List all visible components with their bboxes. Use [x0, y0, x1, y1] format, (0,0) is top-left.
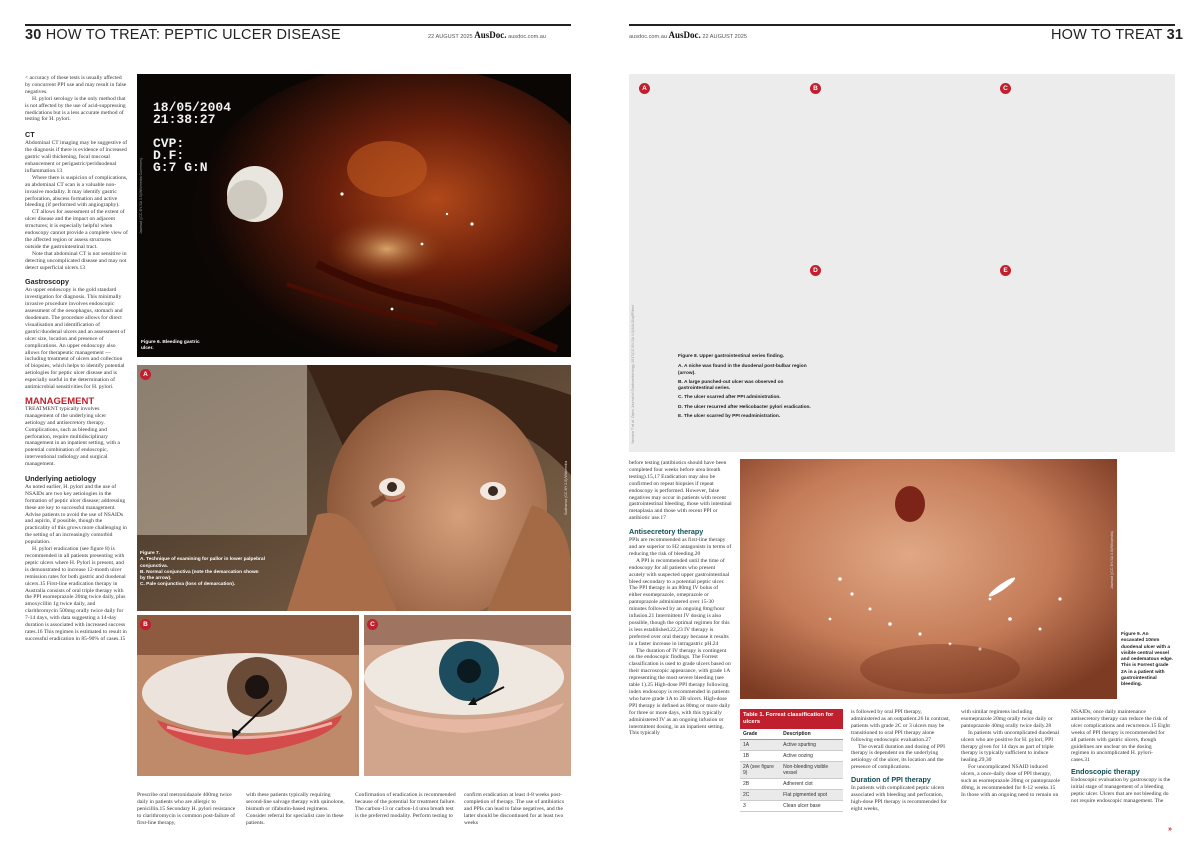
table-cell: Non-bleeding visible vessel: [780, 762, 843, 779]
paragraph: A PPI is recommended until the time of endoscopy for all patients who present acutely with suspected upper gastrointestinal bleed secondary to a potential peptic ulcer. The PPI therapy is an 80mg IV bolus of either esomeprazole, omeprazole or pantoprazole administered over 15-30 minutes followed by an ongoing 8mg/hour infusion.21 Intermittent IV dosing is also possible, though the optimal regimen for this is less established.22,23 IV therapy is preferred over oral therapy because it results in a faster increase in intragastric pH.24: [629, 557, 730, 647]
management-heading: MANAGEMENT: [25, 395, 95, 407]
figure-8-caption-item: D. The ulcer recurred after Helicobacter pylori eradication.: [678, 404, 811, 410]
paragraph: CT allows for assessment of the extent of ulcer disease and the impact on adjacent structures; it is especially helpful when endoscopy cannot provide a complete view of the affected region or assess structures outside the gastrointestinal tract.: [25, 209, 128, 250]
figure-8-caption-item: A. A niche was found in the duodenal post-bulbar region (arrow).: [678, 364, 807, 376]
paragraph: An upper endoscopy is the gold standard investigation for diagnosis. This minimally invasive procedure involves endoscopic assessment of the oesophagus, stomach and duodenum. The procedure allows for direct visualisation and identification of gastric/duodenal ulcers and an assessment of ulcer size, location and presence of complications. An upper endoscopy also allows for therapeutic management — including treatment of ulcers and collection of biopsies, which helps to identify potential aetiologies for peptic ulcer disease and is especially useful in the determination of antimicrobial sensitivities for H. pylori.: [25, 287, 126, 391]
right-brand: AusDoc.: [668, 30, 701, 40]
figure-7-caption-c: C. Pale conjunctiva (loss of demarcation).: [140, 582, 236, 588]
duration-ppi-heading: Duration of PPI therapy: [851, 775, 931, 785]
figure-8a-label: A: [639, 83, 650, 94]
figure-8-caption-item: B. A large punched-out ulcer was observed on gastrointestinal series.: [678, 379, 784, 392]
paragraph: Endoscopic evaluation by gastroscopy is the initial stage of management of a bleeding peptic ulcer. Ulcers that are not bleeding do not require endoscopic management. The: [1071, 777, 1171, 804]
left-header-rule: [25, 24, 571, 26]
paragraph: The overall duration and dosing of PPI therapy is dependent on the underlying aetiology of the ulcer, its location and the presence of complications.: [851, 743, 945, 771]
table-row: [740, 762, 843, 779]
paragraph: In patients with uncomplicated duodenal ulcers who are positive for H. pylori, PPI therapy given for 14 days as part of triple therapy is typically sufficient to induce healing.29,30: [961, 729, 1060, 764]
continue-mark: »: [1168, 826, 1172, 833]
figure-8-caption: [678, 354, 813, 420]
table-cell: Flat pigmented spot: [780, 790, 843, 801]
paragraph: In patients with complicated peptic ulcers associated with bleeding and perforation, high-dose PPI therapy is recommended for eight weeks,: [851, 785, 947, 812]
table-cell: 2B: [740, 779, 780, 790]
figure-8-credit: Yamane T et al. Open Journal of Gastroenterology 2017(CC BY-SA 4.0)/UAJS/ajPRtest: [631, 305, 635, 444]
figure-6-credit: Jawwad ((CC BY-SA 3.0)/Wikimedia Commons): [139, 157, 143, 234]
figure-8b-label: B: [810, 83, 821, 94]
table-1: [740, 709, 843, 812]
table-row: [740, 751, 843, 762]
underlying-aetiology-heading: Underlying aetiology: [25, 474, 97, 484]
table-cell: Clean ulcer base: [780, 801, 843, 812]
paragraph: Where there is suspicion of complications, an abdominal CT scan is a valuable non-invasive modality. It may identify gastric perforation, abscess formation and active bleeding (if performed with angiography).: [25, 174, 128, 209]
figure-8-caption-item: C. The ulcer scarred after PPI administration.: [678, 395, 781, 401]
table-header-description: Description: [780, 729, 843, 740]
table-cell: 2C: [740, 790, 780, 801]
right-section-title: HOW TO TREAT: [1051, 27, 1163, 43]
paragraph: H. pylori eradication (see figure 8) is recommended in all patients presenting with peptic ulcers where H. Pylori is present, and is demonstrated to increase 12-month ulcer remission rates for both gastric and duodenal ulcers.15 First-line eradication therapy in Australia consists of oral triple therapy with the PPI esomeprazole 20mg twice daily, plus amoxycillin 1g twice daily, and clarithromycin 500mg orally twice daily for 7-14 days, with data suggesting a 14-day duration is associated with increased success rates.16 This regimen is estimated to result in successful eradication in 85-90% of cases.15: [25, 546, 127, 642]
right-site: ausdoc.com.au: [629, 34, 667, 40]
paragraph: PPIs are recommended as first-line therapy and are superior to H2 antagonists in terms of reducing the risk of bleeding.20: [629, 537, 732, 557]
figure-8-panel: [629, 74, 1175, 452]
figure-7-caption: [140, 551, 265, 589]
figure-7-caption-a: A. Technique of examining for pallor in lower palpebral conjunctiva.: [140, 557, 265, 569]
paragraph: The duration of IV therapy is contingent on the endoscopic findings. The Forrest classification is used to grade ulcers based on their macroscopic appearance, with grade 1A representing the most severe bleeding (see table 1).25 High-dose PPI therapy following index endoscopy is recommended in patients who have grade 1A to 2B ulcers. High-dose PPI therapy is defined as 80mg or more daily for three or more days, with this typically administered IV as an ongoing infusion or intermittent dosing, in an inpatient setting. This typically: [629, 647, 731, 737]
right-bottom-col-2: [961, 709, 1061, 799]
right-running-head: [629, 30, 747, 40]
left-bottom-col-4: confirm eradication at least 4-8 weeks post-completion of therapy. The use of antibiotics and PPIs can lead to false negatives, and the latter should be discontinued for at least two weeks: [464, 792, 565, 826]
paragraph: As noted earlier, H. pylori and the use of NSAIDs are two key aetiologies in the formation of peptic ulcer disease; addressing these are key to successful management. Advise patients to avoid the use of NSAIDs and aspirin, if possible, though the practicality of this grows more challenging in the setting of an increasingly comorbid population.: [25, 483, 127, 546]
left-site: ausdoc.com.au: [508, 34, 547, 40]
paragraph: Abdominal CT imaging may be suggestive of the diagnosis if there is evidence of increased gastric wall thickening, focal mucosal enhancement or perigastric/periduodenal inflammation.13: [25, 140, 128, 174]
right-bottom-col-3: [1071, 709, 1171, 805]
normal-conjunctiva-image: [137, 615, 359, 776]
figure-7b-label: B: [140, 619, 151, 630]
figure-9-photo: [740, 459, 1117, 699]
table-cell: 1A: [740, 740, 780, 751]
right-date: 22 AUGUST 2025: [702, 34, 748, 40]
table-row: [740, 740, 843, 751]
figure-7b-photo: [137, 615, 359, 776]
table-cell: 3: [740, 801, 780, 812]
ct-heading: CT: [25, 130, 35, 140]
right-bottom-col-1: [851, 709, 951, 813]
right-header-rule: [629, 24, 1175, 26]
figure-6-caption: Figure 6. Bleeding gastric ulcer.: [141, 340, 200, 352]
left-bottom-col-3: Confirmation of eradication is recommended because of the potential for treatment failure. The carbon-13 or carbon-14 urea breath test is the preferred modality. Perform testing to: [355, 792, 456, 819]
paragraph: TREATMENT typically involves management of the underlying ulcer aetiology and antisecretory therapy. Complications, such as bleeding and perforation, require multidisciplinary management in an inpatient setting, with a potential combination of endoscopic, interventional radiology and surgical management.: [25, 405, 120, 468]
left-bottom-col-2: with these patients typically requiring second-line salvage therapy with quinolone, bismuth or rifabutin-based regimens. Consider referral for specialist care in these patients.: [246, 792, 345, 826]
figure-7-caption-title: Figure 7.: [140, 551, 160, 556]
pale-conjunctiva-image: [364, 615, 571, 776]
antisecretory-therapy-heading: Antisecretory therapy: [629, 527, 704, 537]
endoscopic-therapy-heading: Endoscopic therapy: [1071, 767, 1140, 777]
table-header-grade: Grade: [740, 729, 780, 740]
paragraph: Note that abdominal CT is not sensitive in detecting uncomplicated disease and may not detect superficial ulcers.13: [25, 250, 127, 271]
paragraph: is followed by oral PPI therapy, administered as an outpatient.26 In contrast, patients with grade 2C or 3 ulcers may be transitioned to oral PPI therapy alone following endoscopic evaluation.27: [851, 709, 950, 743]
endoscope-overlay-text: 18/05/2004 21:38:27 CVP: D.F: G:7 G:N: [153, 100, 232, 175]
duodenal-ulcer-image: [740, 459, 1117, 699]
figure-7-caption-b: B. Normal conjunctiva (note the demarcation shown by the arrow).: [140, 569, 259, 582]
right-column-1: [629, 460, 732, 737]
figure-8-caption-title: Figure 8. Upper gastrointestinal series finding.: [678, 354, 785, 359]
paragraph: H. pylori serology is the only method that is not affected by the use of acid-suppressing medications but is a less accurate method of testing for H. pylori.: [25, 95, 126, 123]
table-cell: 1B: [740, 751, 780, 762]
figure-7a-label: A: [140, 369, 151, 380]
left-page-number: 30: [25, 27, 42, 43]
left-bottom-col-1: Prescribe oral metronidazole 400mg twice daily in patients who are allergic to penicillin.15 Secondary H. pylori resistance to clarithromycin is common post-failure of first-line therapy,: [137, 792, 236, 826]
figure-7-credit: Sudhanva (CC BY 2.0)/Wikimedia: [564, 460, 568, 515]
figure-7c-photo: [364, 615, 571, 776]
figure-8e-label: E: [1000, 265, 1011, 276]
figure-8d-label: D: [810, 265, 821, 276]
figure-7c-label: C: [367, 619, 378, 630]
table-cell: Active oozing: [780, 751, 843, 762]
left-section-title: HOW TO TREAT: PEPTIC ULCER DISEASE: [45, 27, 341, 43]
gastroscopy-heading: Gastroscopy: [25, 277, 69, 287]
paragraph: before testing (antibiotics should have been completed four weeks before urea breath testing).15,17 Eradication may also be confirmed on repeat biopsies if repeat endoscopy is performed. However, false negatives may occur in patients with recent gastrointestinal bleeding, those with intestinal metaplasia and those with recent PPI or antibiotic use.17: [629, 460, 732, 522]
figure-8-caption-item: E. The ulcer scarred by PPI readministration.: [678, 414, 781, 420]
figure-7a-photo: [137, 365, 571, 611]
figure-9-credit: Jawwad ((CC BY-SA 3.0)/Wikipedia): [1110, 531, 1114, 589]
table-cell: Adherent clot: [780, 779, 843, 790]
table-row: [740, 801, 843, 812]
left-folio-header: [25, 27, 341, 43]
paragraph: NSAIDs, once daily maintenance antisecretory therapy can reduce the risk of ulcer complications and recurrence.15 Eight weeks of PPI therapy is recommended for all patients with gastric ulcers, though guidelines are unclear on the dosing regimen in uncomplicated H. pylori-cases.31: [1071, 709, 1170, 764]
figure-9-caption: Figure 9. An excavated 10mm duodenal ulcer with a visible central vessel and oedematous edge. This is Forrest grade 2A in a patient with gastrointestinal bleeding.: [1121, 632, 1173, 688]
table-cell: Active spurting: [780, 740, 843, 751]
figure-6-endoscopy-photo: [137, 74, 571, 357]
table-row: [740, 790, 843, 801]
paragraph: For uncomplicated NSAID induced ulcers, a once-daily dose of PPI therapy, such as esomeprazole 20mg or pantoprazole 40mg, is recommended for 8-12 weeks.15 In those with an ongoing need to remain on: [961, 764, 1060, 798]
table-row: [740, 779, 843, 790]
left-running-head: [428, 30, 546, 40]
figure-8c-label: C: [1000, 83, 1011, 94]
left-brand: AusDoc.: [474, 30, 507, 40]
right-page-number: 31: [1166, 27, 1184, 43]
paragraph: with similar regimens including esomeprazole 20mg orally twice daily or pantoprazole 40mg orally twice daily.28: [961, 709, 1053, 729]
table-1-title: Table 1. Forrest classification for ulcers: [740, 709, 843, 729]
left-date: 22 AUGUST 2025: [428, 34, 473, 40]
paragraph: < accuracy of these tests is usually affected by concurrent PPI use and may result in false negatives.: [25, 75, 127, 95]
right-folio-header: [1051, 27, 1183, 43]
left-column-1: [25, 75, 128, 643]
forrest-table: [740, 729, 843, 812]
table-cell: 2A (see figure 9): [740, 762, 780, 779]
